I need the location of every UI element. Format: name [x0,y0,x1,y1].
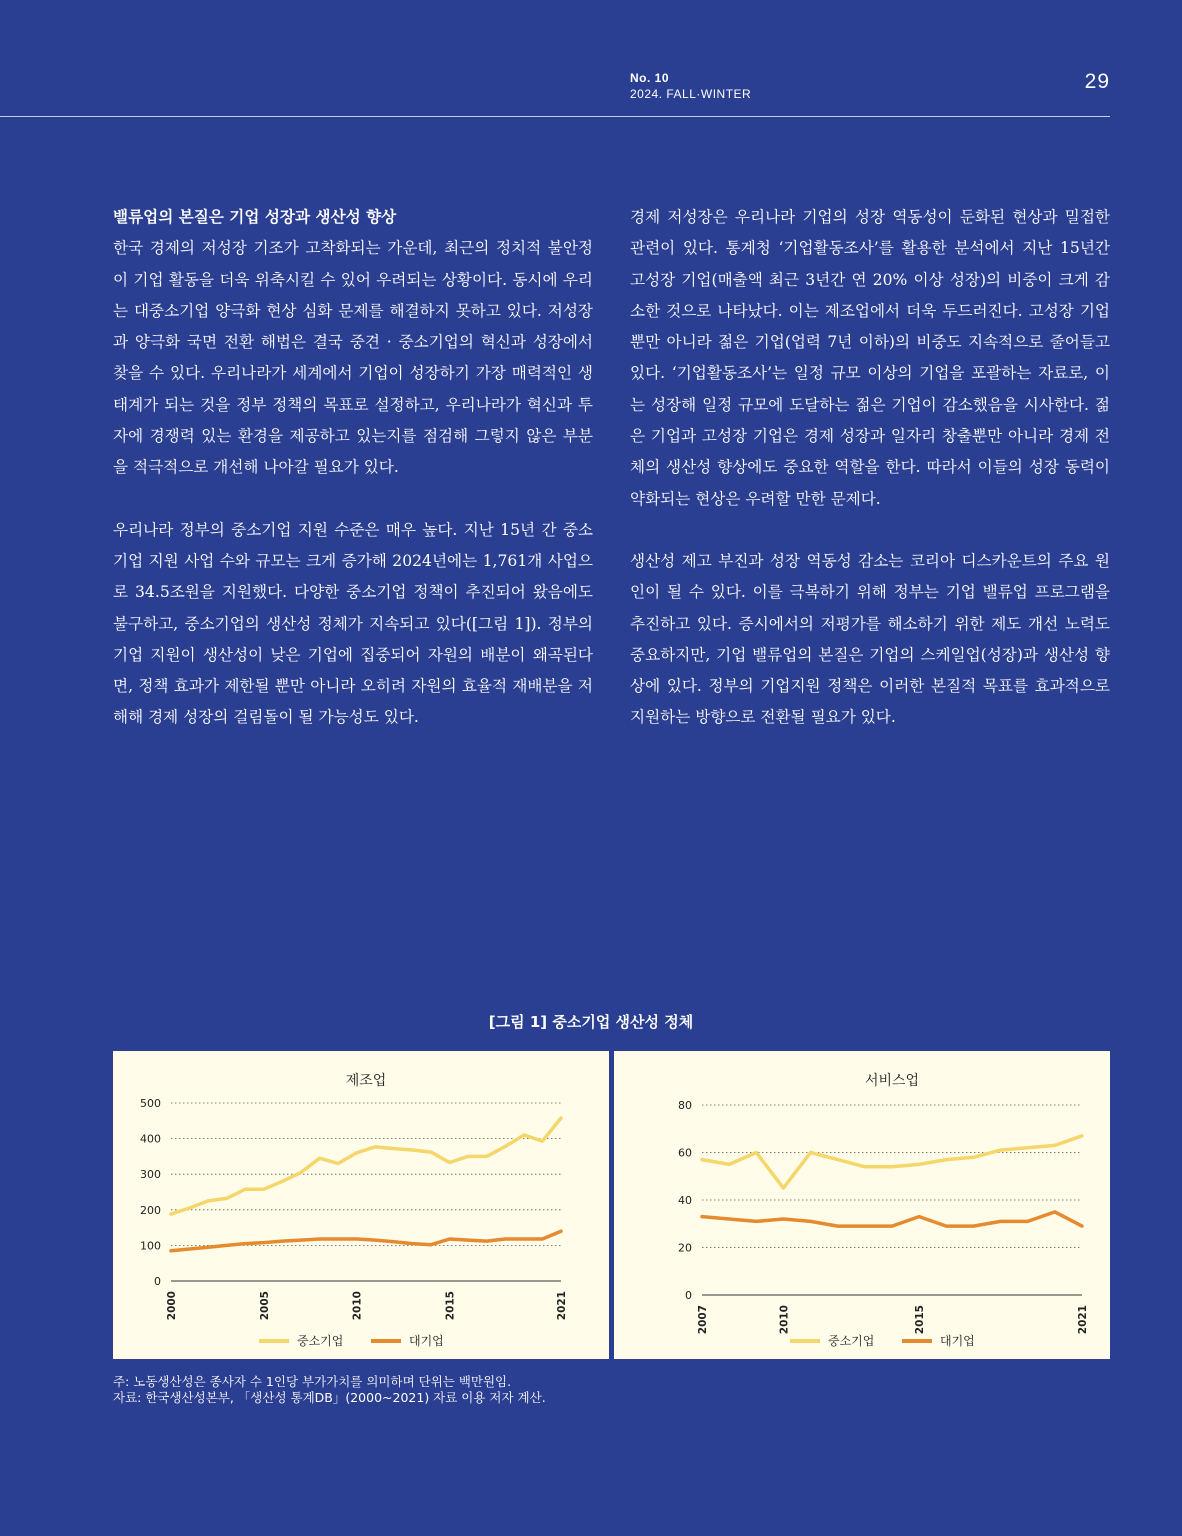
paragraph: 경제 저성장은 우리나라 기업의 성장 역동성이 둔화된 현상과 밀접한 관련이 있다. 통계청 ‘기업활동조사’를 활용한 분석에서 지난 15년간 고성장 기업(매출액 최근 3년간 연 20% 이상 성장)의 비중이 크게 감소한 것으로 나타났다. 이는 제조업에서 더욱 두드러진다. 고성장 기업뿐만 아니라 젊은 기업(업력 7년 이하)의 비중도 지속적으로 줄어들고 있다. ‘기업활동조사’는 일정 규모 이상의 기업을 포괄하는 자료로, 이는 성장해 일정 규모에 도달하는 젊은 기업이 감소했음을 시사한다. 젊은 기업과 고성장 기업은 경제 성장과 일자리 창출뿐만 아니라 경제 전체의 생산성 향상에도 중요한 역할을 한다. 따라서 이들의 성장 동력이 약화되는 현상은 우려할 만한 문제다. [630,208,1110,508]
section-heading: 밸류업의 본질은 기업 성장과 생산성 향상 [113,208,397,226]
y-tick-label: 20 [678,1241,692,1255]
series-line [171,1231,561,1251]
chart-manufacturing [113,1051,609,1359]
figure-title: [그림 1] 중소기업 생산성 정체 [488,1013,694,1031]
x-tick-label: 2021 [1077,1305,1089,1335]
issue-number: No. 10 [630,71,670,85]
y-tick-label: 60 [678,1146,692,1160]
y-tick-label: 0 [154,1275,161,1288]
x-tick-label: 2000 [166,1291,178,1321]
chart-title: 제조업 [345,1073,387,1089]
legend-label: 중소기업 [297,1334,344,1348]
y-tick-label: 40 [678,1194,692,1207]
legend-label: 대기업 [940,1334,975,1348]
y-tick-label: 300 [140,1168,161,1182]
article-column-left [113,202,593,765]
y-tick-label: 200 [140,1203,161,1217]
paragraph: 우리나라 정부의 중소기업 지원 수준은 매우 높다. 지난 15년 간 중소기업 지원 사업 수와 규모는 크게 증가해 2024년에는 1,761개 사업으로 34.5조원을 지원했다. 다양한 중소기업 정책이 추진되어 왔음에도 불구하고, 중소기업의 생산성 정체가 지속되고 있다([그림 1]). 정부의 기업 지원이 생산성이 낮은 기업에 집중되어 자원의 배분이 왜곡된다면, 정책 효과가 제한될 뿐만 아니라 오히려 자원의 효율적 재배분을 저해해 경제 성장의 걸림돌이 될 가능성도 있다. [113,520,593,727]
paragraph: 생산성 제고 부진과 성장 역동성 감소는 코리아 디스카운트의 주요 원인이 될 수 있다. 이를 극복하기 위해 정부는 기업 밸류업 프로그램을 추진하고 있다. 증시에서의 저평가를 해소하기 위한 제도 개선 노력도 중요하지만, 기업 밸류업의 본질은 기업의 스케일업(성장)과 생산성 향상에 있다. 정부의 기업지원 정책은 이러한 본질적 목표를 효과적으로 지원하는 방향으로 전환될 필요가 있다. [630,551,1110,727]
x-tick-label: 2010 [351,1291,364,1321]
legend-label: 대기업 [409,1334,444,1348]
y-tick-label: 100 [140,1239,161,1253]
x-tick-label: 2010 [778,1305,791,1335]
figure-source: 자료: 한국생산성본부, 「생산성 통계DB」(2000~2021) 자료 이용 저자 계산. [113,1390,546,1405]
series-line [702,1212,1082,1226]
series-line [702,1136,1082,1188]
article-column-right [630,202,1110,765]
x-tick-label: 2021 [556,1291,568,1321]
y-tick-label: 400 [140,1132,161,1146]
series-line [171,1118,561,1214]
figure-notes [113,1374,546,1406]
figure-note: 주: 노동생산성은 종사자 수 1인당 부가가치를 의미하며 단위는 백만원임. [113,1374,512,1389]
x-tick-label: 2007 [697,1305,709,1335]
chart-services [614,1051,1110,1359]
x-tick-label: 2015 [914,1305,927,1335]
chart-manufacturing-svg [113,1051,609,1359]
y-tick-label: 500 [140,1097,161,1110]
page-number: 29 [1084,70,1110,93]
chart-title: 서비스업 [864,1073,920,1089]
y-tick-label: 0 [685,1289,692,1302]
paragraph: 한국 경제의 저성장 기조가 고착화되는 가운데, 최근의 정치적 불안정이 기업 활동을 더욱 위축시킬 수 있어 우려되는 상황이다. 동시에 우리는 대중소기업 양극화 현상 심화 문제를 해결하지 못하고 있다. 저성장과 양극화 국면 전환 해법은 결국 중견 · 중소기업의 혁신과 성장에서 찾을 수 있다. 우리나라가 세계에서 기업이 성장하기 가장 매력적인 생태계가 되는 것을 정부 정책의 목표로 설정하고, 우리나라가 혁신과 투자에 경쟁력 있는 환경을 제공하고 있는지를 점검해 그렇지 않은 부분을 적극적으로 개선해 나아갈 필요가 있다. [113,239,593,477]
legend-label: 중소기업 [828,1334,875,1348]
issue-season: 2024. FALL·WINTER [630,87,752,101]
x-tick-label: 2005 [258,1291,271,1321]
y-tick-label: 80 [678,1099,692,1112]
x-tick-label: 2015 [444,1291,457,1321]
chart-services-svg [614,1051,1110,1359]
header-divider [0,116,1110,117]
issue-info [630,70,751,102]
